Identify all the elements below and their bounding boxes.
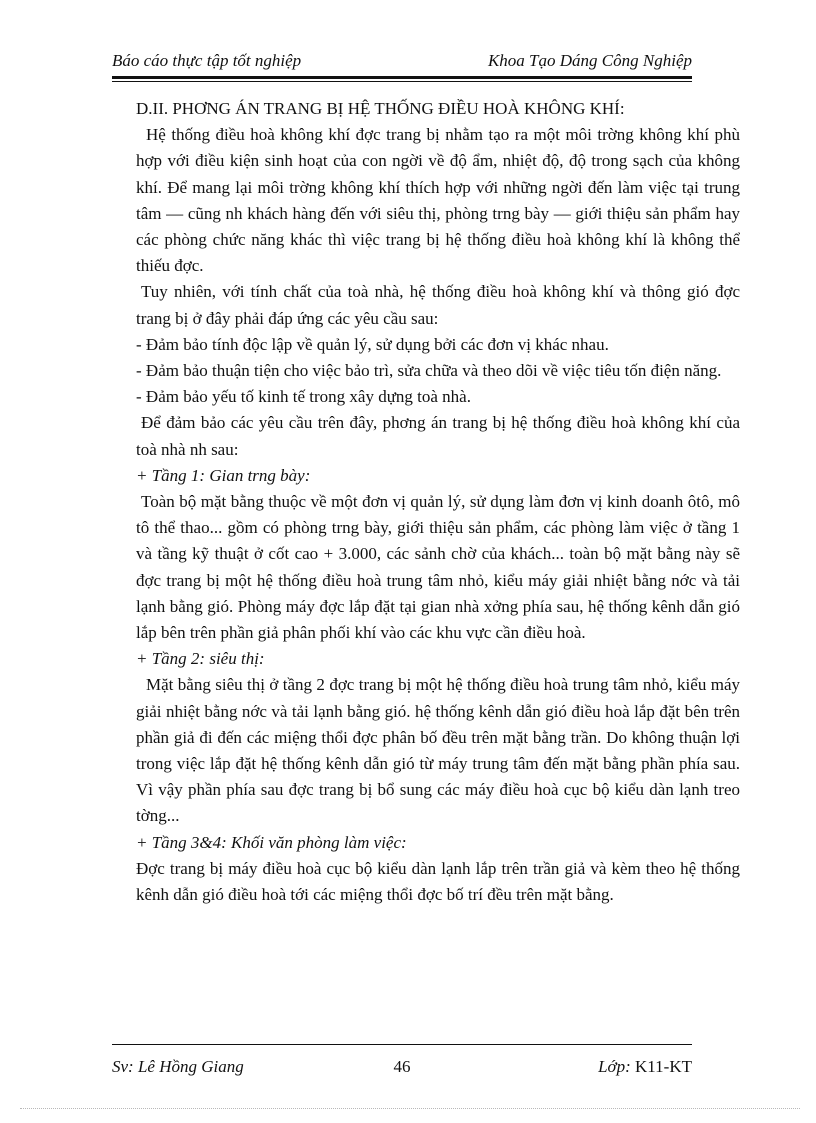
paragraph-requirements-intro: Tuy nhiên, với tính chất của toà nhà, hệ thống điều hoà không khí và thông gió đợc trang bị ở đây phải đáp ứng các yêu cầu sau:	[136, 282, 740, 328]
footer-class-value: K11-KT	[635, 1057, 692, 1076]
page-header	[112, 50, 692, 72]
header-report-title: Báo cáo thực tập tốt nghiệp	[112, 51, 302, 70]
requirement-item: - Đảm bảo thuận tiện cho việc bảo trì, sửa chữa và theo dõi về việc tiêu tốn điện năng.	[136, 361, 722, 381]
floor-1-title: + Tầng 1: Gian trng bày:	[136, 465, 311, 485]
footer-student-name: Lê Hồng Giang	[137, 1057, 244, 1076]
footer-divider	[112, 1044, 692, 1045]
paragraph-intro: Hệ thống điều hoà không khí đợc trang bị nhằm tạo ra một môi trờng không khí phù hợp với điều kiện sinh hoạt của con ngời về độ ẩm, nhiệt độ, độ trong sạch của không khí. Để mang lại môi trờng không khí thích hợp với những ngời đến làm việc tại trung tâm — cũng nh khách hàng đến với siêu thị, phòng trng bày — giới thiệu sản phẩm hay các phòng chức năng khác thì việc trang bị hệ thống điều hoà không khí là không thể thiếu đợc.	[136, 125, 740, 276]
section-heading: D.II. PHƠNG ÁN TRANG BỊ HỆ THỐNG ĐIỀU HOÀ KHÔNG KHÍ:	[136, 99, 625, 118]
requirement-item: - Đảm bảo yếu tố kinh tế trong xây dựng toà nhà.	[136, 387, 471, 407]
page-bottom-dotted-line	[20, 1108, 800, 1109]
footer-class	[598, 1056, 692, 1078]
header-divider	[112, 76, 692, 82]
floor-2-text: Mặt bằng siêu thị ở tầng 2 đợc trang bị một hệ thống điều hoà trung tâm nhỏ, kiểu máy giải nhiệt bằng nớc và tải lạnh bằng gió. hệ thống kênh dẫn gió điều hoà lắp đặt bên trên phần giả đi đến các miệng thổi đợc phân bố đều trên mặt bằng trần. Do không thuận lợi trong việc lắp đặt hệ thống kênh dẫn gió từ máy trung tâm đến mặt bằng phần phía sau. Vì vậy phần phía sau đợc trang bị bổ sung các máy điều hoà cục bộ kiểu dàn lạnh treo tờng...	[136, 675, 740, 826]
page-body	[136, 96, 740, 908]
floor-3-4-title: + Tầng 3&4: Khối văn phòng làm việc:	[136, 832, 407, 852]
floor-1-text: Toàn bộ mặt bằng thuộc về một đơn vị quản lý, sử dụng làm đơn vị kinh doanh ôtô, mô tô thể thao... gồm có phòng trng bày, giới thiệu sản phẩm, các phòng làm việc ở tầng 1 và tầng kỹ thuật ở cốt cao + 3.000, các sảnh chờ của khách... toàn bộ mặt bằng này sẽ đợc trang bị một hệ thống điều hoà trung tâm nhỏ, kiểu máy giải nhiệt bằng nớc và tải lạnh bằng gió. Phòng máy đợc lắp đặt tại gian nhà xởng phía sau, hệ thống kênh dẫn gió lắp bên trên phần giả phân phối khí vào các khu vực cần điều hoà.	[136, 492, 740, 643]
paragraph-plan-intro: Để đảm bảo các yêu cầu trên đây, phơng án trang bị hệ thống điều hoà không khí của toà nhà nh sau:	[136, 413, 740, 459]
requirement-item: - Đảm bảo tính độc lập về quản lý, sử dụng bởi các đơn vị khác nhau.	[136, 334, 609, 354]
floor-2-title: + Tầng 2: siêu thị:	[136, 649, 265, 669]
footer-student-label: Sv:	[112, 1057, 134, 1076]
header-faculty: Khoa Tạo Dáng Công Nghiệp	[487, 51, 692, 70]
footer-class-label: Lớp:	[598, 1057, 631, 1076]
page-footer	[112, 1056, 692, 1078]
floor-3-4-text: Đợc trang bị máy điều hoà cục bộ kiểu dàn lạnh lắp trên trần giả và kèm theo hệ thống kênh dẫn gió điều hoà tới các miệng thổi đợc bố trí đều trên mặt bằng.	[136, 858, 740, 905]
page-number: 46	[393, 1057, 411, 1076]
